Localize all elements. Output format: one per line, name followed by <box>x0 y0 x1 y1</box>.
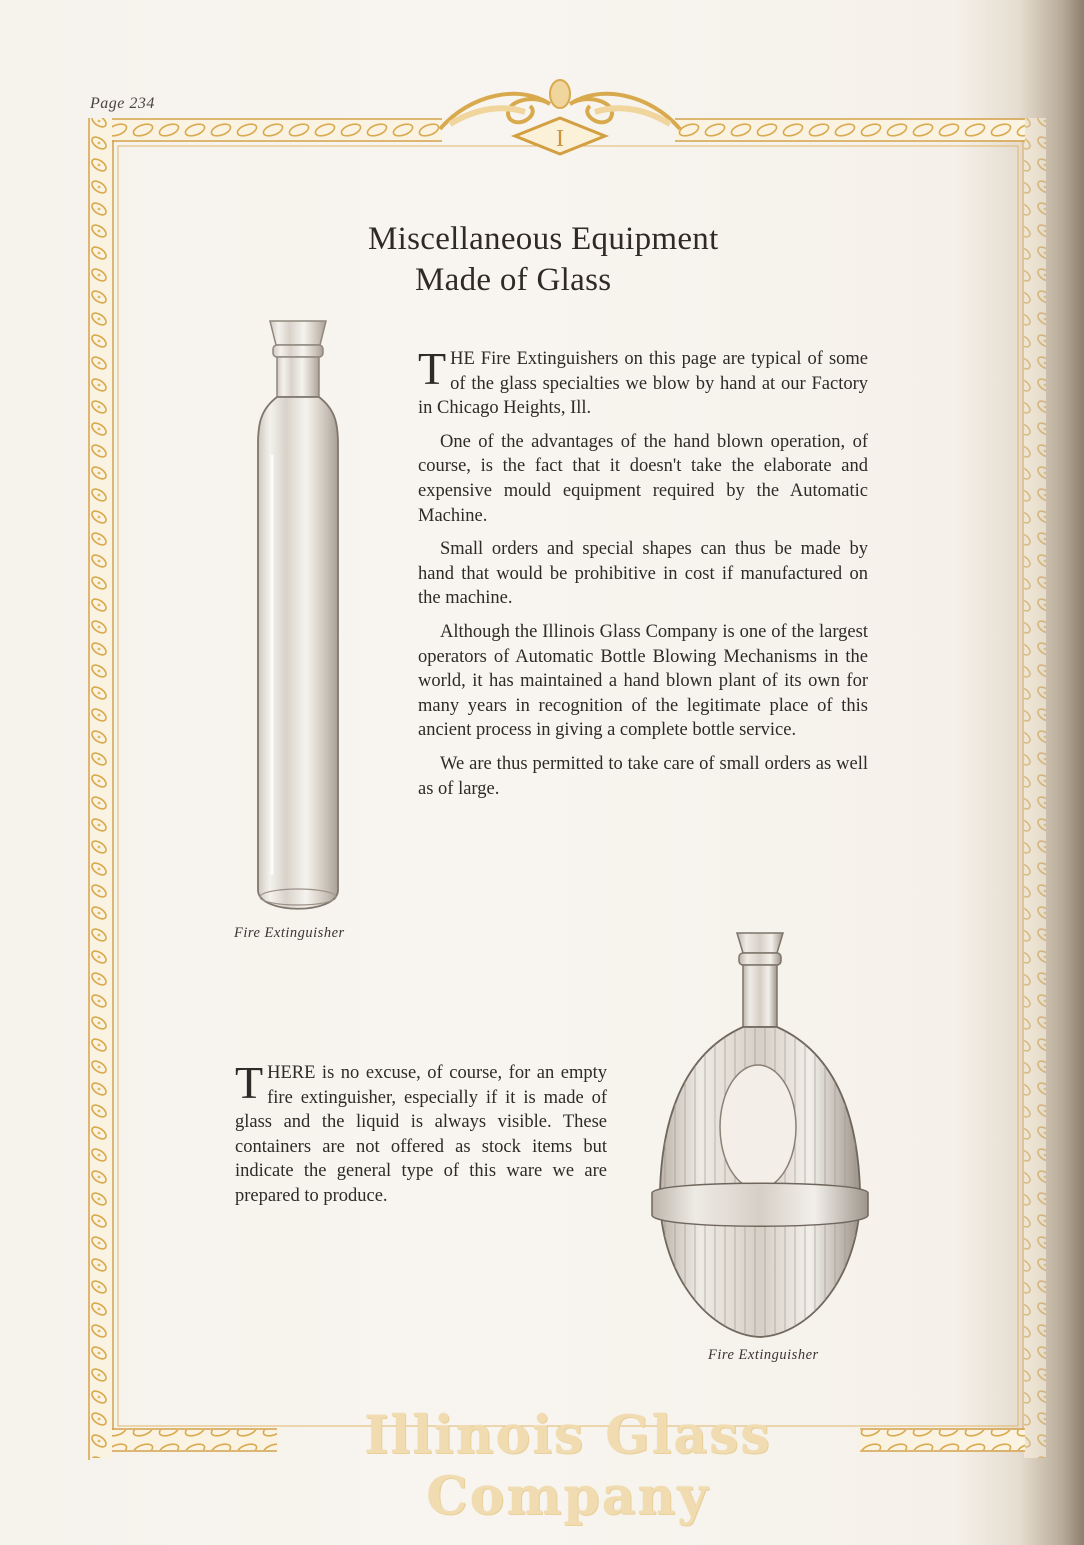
paragraph: One of the advantages of the hand blown operation, of course, is the fact that it doesn't take the elaborate and expensive mould equipment required by the Automatic Machine. <box>418 431 868 526</box>
top-scroll-ornament <box>430 74 690 164</box>
company-wordmark: Illinois Glass Company <box>364 1405 772 1527</box>
dropcap: T <box>418 343 447 394</box>
paragraph: HERE is no excuse, of course, for an empty fire extinguisher, especially if it is made of glass and the liquid is always visible. These containers are not offered as stock items but indicate the general type of this ware we are prepared to produce. <box>235 1063 607 1206</box>
intro-text-block <box>418 343 868 810</box>
ornament-letter: I <box>556 126 564 152</box>
paragraph: Although the Illinois Glass Company is one of the largest operators of Automatic Bottle Blowing Mechanisms in the world, it has maintained a hand blown plant of its own for many years in recognition of the legitimate place of this ancient process in giving a complete bottle service. <box>418 621 868 741</box>
page-title-line1: Miscellaneous Equipment <box>368 221 719 257</box>
paragraph: HE Fire Extinguishers on this page are typical of some of the glass specialties we blow by hand at our Factory in Chicago Heights, Ill. <box>418 349 868 419</box>
bulb-fire-extinguisher-illustration <box>640 925 920 1345</box>
page-number: Page 234 <box>90 95 155 112</box>
paragraph: Small orders and special shapes can thus be made by hand that would be prohibitive in cost if manufactured on the machine. <box>418 539 868 609</box>
page-title-line2: Made of Glass <box>415 262 612 298</box>
secondary-text-block <box>235 1057 607 1218</box>
tube-fire-extinguisher-illustration <box>250 315 360 925</box>
bulb-caption: Fire Extinguisher <box>708 1347 819 1363</box>
dropcap: T <box>235 1057 264 1108</box>
paragraph: We are thus permitted to take care of small orders as well as of large. <box>418 753 868 799</box>
tube-caption: Fire Extinguisher <box>234 925 345 941</box>
